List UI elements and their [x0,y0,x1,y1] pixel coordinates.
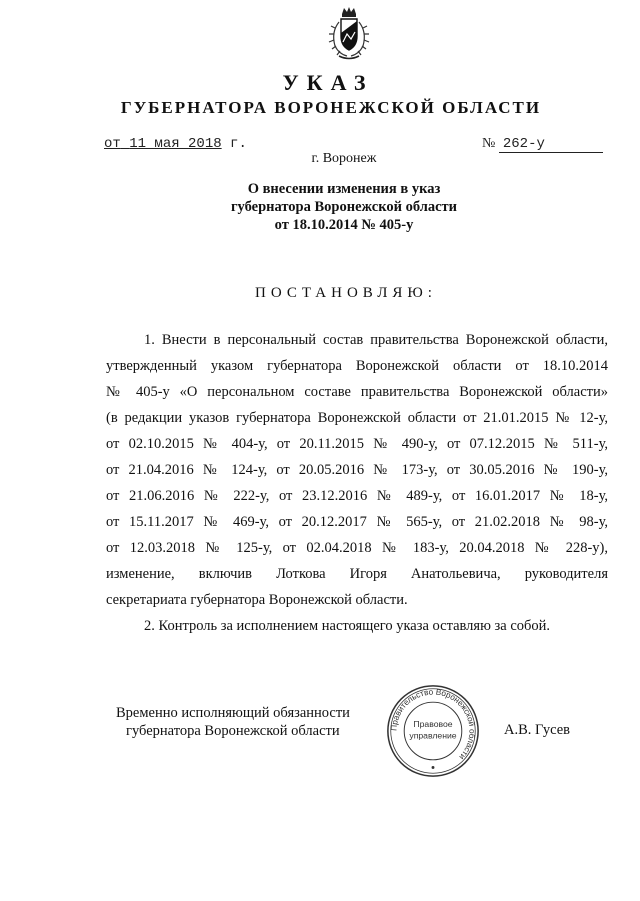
official-stamp-icon [385,683,481,779]
number-value: 262-у [502,136,545,152]
number-prefix: № [482,136,496,151]
date-value: 11 мая 2018 [129,136,222,152]
decree-word: ПОСТАНОВЛЯЮ: [255,285,437,301]
signer-name: А.В. Гусев [504,722,570,738]
body-line: (в редакции указов губернатора Воронежской области от 21.01.2015 № 12-у, [106,410,608,426]
body-line: утвержденный указом губернатора Воронежской области от 18.10.2014 [106,358,608,374]
document-body [106,327,608,639]
document-subtitle: ГУБЕРНАТОРА ВОРОНЕЖСКОЙ ОБЛАСТИ [120,98,542,117]
stamp-inner-line: управление [409,730,457,741]
body-line: от 02.10.2015 № 404-у, от 20.11.2015 № 490-у, от 07.12.2015 № 511-у, [106,436,608,452]
document-date [104,136,247,152]
body-line: от 12.03.2018 № 125-у, от 02.04.2018 № 183-у, 20.04.2018 № 228-у), [106,540,608,556]
body-line: от 21.04.2016 № 124-у, от 20.05.2016 № 173-у, от 30.05.2016 № 190-у, [106,462,608,478]
stamp-outer-text: Правительство Воронежской области [389,687,477,762]
body-line: изменение, включив Лоткова Игоря Анатольевича, руководителя [106,566,608,582]
stamp-inner-line: Правовое [413,719,453,730]
document-subject [0,180,640,234]
signer-position-line: губернатора Воронежской области [126,723,340,739]
body-line: от 21.06.2016 № 222-у, от 23.12.2016 № 489-у, от 16.01.2017 № 18-у, [106,488,608,504]
coat-of-arms-icon [325,6,373,62]
body-line: от 15.11.2017 № 469-у, от 20.12.2017 № 565-у, от 21.02.2018 № 98-у, [106,514,608,530]
subject-line: губернатора Воронежской области [230,199,458,215]
body-line: 1. Внести в персональный состав правительства Воронежской области, [144,332,608,348]
subject-line: О внесении изменения в указ [247,181,441,197]
body-line: № 405-у «О персональном составе правительства Воронежской области» [106,384,608,400]
subject-line: от 18.10.2014 № 405-у [274,217,414,233]
document-title: УКАЗ [282,70,374,95]
document-city: г. Воронеж [311,151,377,166]
signer-position [116,704,350,740]
signer-position-line: Временно исполняющий обязанности [116,705,350,721]
date-suffix: г. [230,136,247,152]
body-line: секретариата губернатора Воронежской области. [106,592,408,608]
date-prefix: от [104,136,121,152]
body-line: 2. Контроль за исполнением настоящего указа оставляю за собой. [144,618,551,634]
